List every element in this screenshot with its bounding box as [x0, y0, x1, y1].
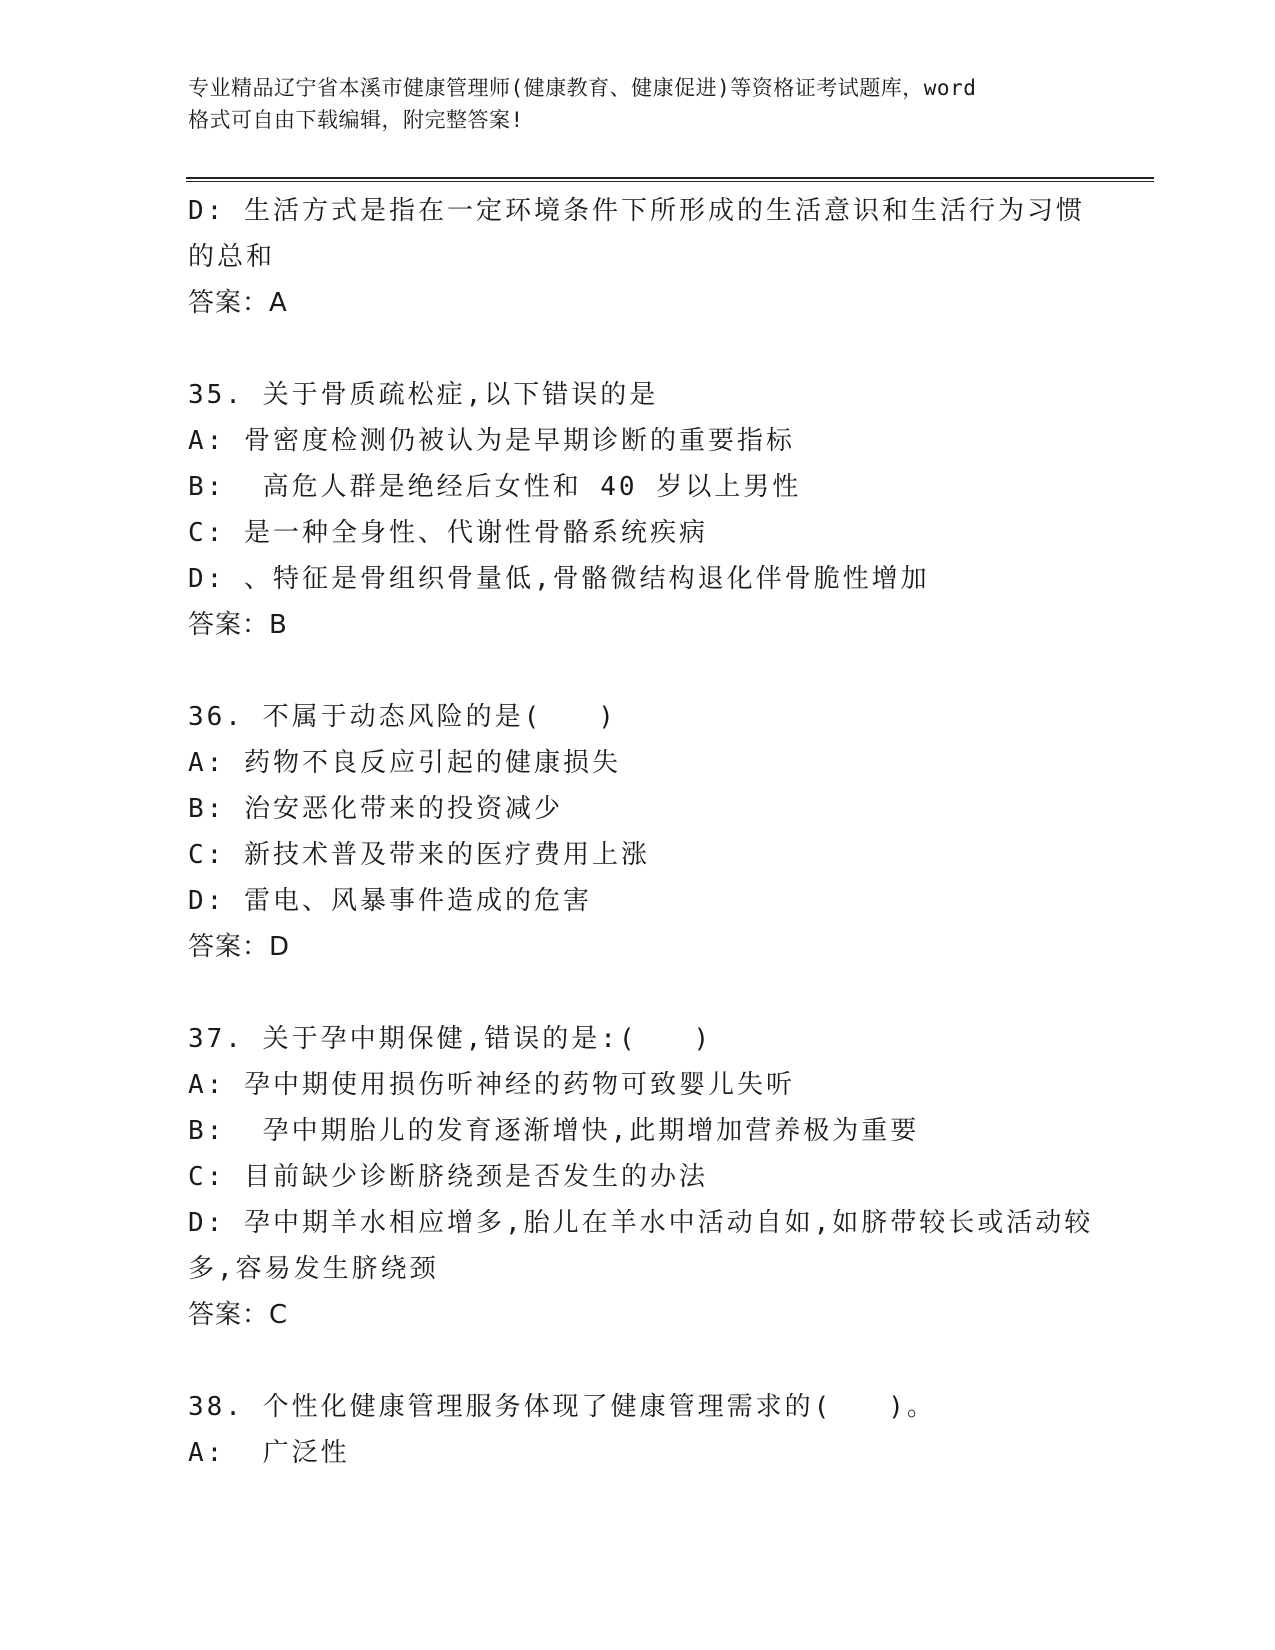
q35-answer: 答案：B: [188, 610, 288, 640]
q37-answer: 答案：C: [188, 1300, 289, 1330]
header-divider: [186, 177, 1154, 182]
q37-option-c: C: 目前缺少诊断脐绕颈是否发生的办法: [188, 1162, 708, 1192]
spacer: [188, 1338, 1088, 1384]
q37-stem: 37. 关于孕中期保健,错误的是:( ): [188, 1024, 713, 1054]
q36-option-a: A: 药物不良反应引起的健康损失: [188, 748, 621, 778]
spacer: [188, 648, 1088, 694]
spacer: [188, 326, 1088, 372]
q34-option-d-line2: 的总和: [188, 242, 276, 272]
q36-answer: 答案：D: [188, 932, 291, 962]
q35-option-a: A: 骨密度检测仍被认为是早期诊断的重要指标: [188, 426, 795, 456]
q37-option-d-line2: 多,容易发生脐绕颈: [188, 1254, 439, 1284]
q38-stem: 38. 个性化健康管理服务体现了健康管理需求的( )。: [188, 1392, 936, 1422]
q35-option-b: B: 高危人群是绝经后女性和 40 岁以上男性: [188, 472, 802, 502]
q37-option-a: A: 孕中期使用损伤听神经的药物可致婴儿失听: [188, 1070, 795, 1100]
spacer: [188, 970, 1088, 1016]
q36-stem: 36. 不属于动态风险的是( ): [188, 702, 617, 732]
page-header: [188, 72, 1088, 136]
q36-option-b: B: 治安恶化带来的投资减少: [188, 794, 563, 824]
q35-stem: 35. 关于骨质疏松症,以下错误的是: [188, 380, 659, 410]
q37-option-d-line1: D: 孕中期羊水相应增多,胎儿在羊水中活动自如,如脐带较长或活动较: [188, 1208, 1094, 1238]
q38-option-a: A: 广泛性: [188, 1438, 350, 1468]
q35-option-c: C: 是一种全身性、代谢性骨骼系统疾病: [188, 518, 708, 548]
q36-option-d: D: 雷电、风暴事件造成的危害: [188, 886, 592, 916]
q35-option-d: D: 、特征是骨组织骨量低,骨骼微结构退化伴骨脆性增加: [188, 564, 930, 594]
header-line-2: 格式可自由下载编辑，附完整答案!: [188, 108, 524, 132]
question-content: [188, 188, 1094, 1476]
q34-answer: 答案：A: [188, 288, 288, 318]
q34-option-d-line1: D: 生活方式是指在一定环境条件下所形成的生活意识和生活行为习惯: [188, 196, 1085, 226]
q36-option-c: C: 新技术普及带来的医疗费用上涨: [188, 840, 650, 870]
header-line-1: 专业精品辽宁省本溪市健康管理师(健康教育、健康促进)等资格证考试题库，word: [188, 76, 977, 100]
q37-option-b: B: 孕中期胎儿的发育逐渐增快,此期增加营养极为重要: [188, 1116, 920, 1146]
